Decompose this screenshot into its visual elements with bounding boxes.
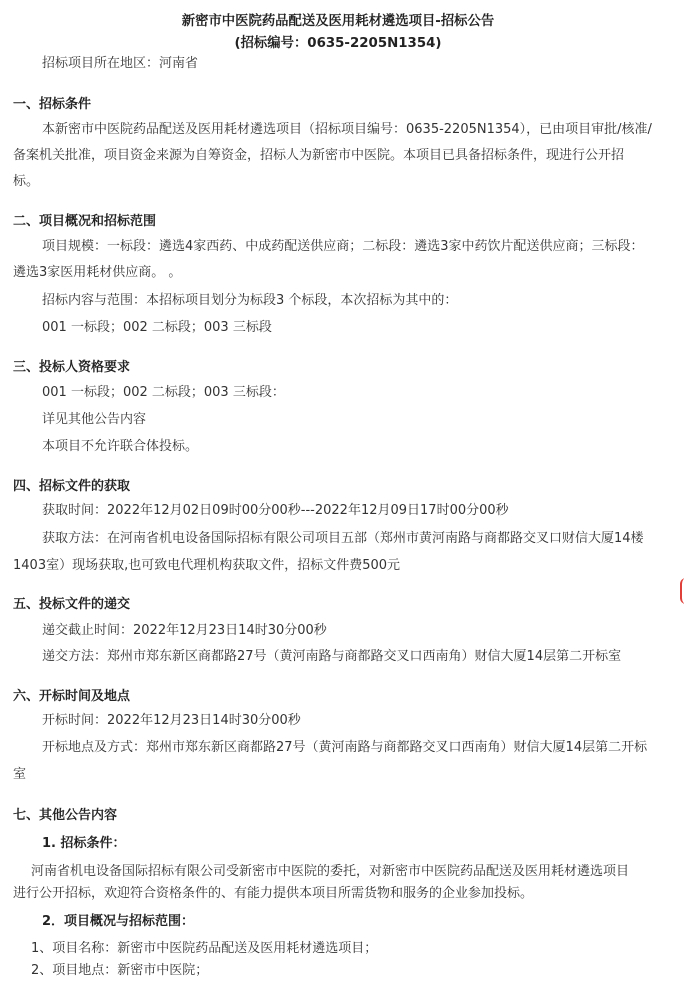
section-7-line-2: 进行公开招标，欢迎符合资格条件的、有能力提供本项目所需货物和服务的企业参加投标。 [13,886,534,901]
section-6-line-2: 开标地点及方式：郑州市郑东新区商都路27号（黄河南路与商都路交叉口西南角）财信大厦14层第二开标 [42,740,648,755]
document-title: 新密市中医院药品配送及医用耗材遴选项目-招标公告 [181,13,495,29]
section-7-line-1: 河南省机电设备国际招标有限公司受新密市中医院的委托，对新密市中医院药品配送及医用耗材遴选项目 [31,864,630,879]
section-3-line-1: 001 一标段；002 二标段；003 三标段： [42,385,285,400]
edge-marker [680,578,684,604]
section-2-line-1: 项目规模：一标段：遴选4家西药、中成药配送供应商；二标段：遴选3家中药饮片配送供应商；三标段： [42,239,644,254]
section-1-line-2: 备案机关批准，项目资金来源为自筹资金，招标人为新密市中医院。本项目已具备招标条件，现进行公开招 [13,148,625,163]
section-6-line-3: 室 [13,767,27,782]
section-6-line-1: 开标时间：2022年12月23日14时30分00秒 [42,713,301,728]
section-5-line-2: 递交方法：郑州市郑东新区商都路27号（黄河南路与商都路交叉口西南角）财信大厦14层第二开标室 [42,649,622,664]
section-2-line-2: 遴选3家医用耗材供应商。 。 [13,265,182,280]
section-4-line-1: 获取时间：2022年12月02日09时00分00秒---2022年12月09日17时00分00秒 [42,503,509,518]
section-7-item-2: 2、项目地点：新密市中医院； [31,963,209,978]
section-7-subheading-2: 2．项目概况与招标范围： [42,914,195,929]
section-5-line-1: 递交截止时间：2022年12月23日14时30分00秒 [42,623,327,638]
section-7-item-1: 1、项目名称：新密市中医院药品配送及医用耗材遴选项目； [31,941,378,956]
section-1-heading: 一、招标条件 [13,97,92,112]
section-4-heading: 四、招标文件的获取 [13,479,131,494]
section-4-line-2: 获取方法：在河南省机电设备国际招标有限公司项目五部（郑州市黄河南路与商都路交叉口财信大厦14楼 [42,531,644,546]
section-4-line-3: 1403室）现场获取,也可致电代理机构获取文件，招标文件费500元 [13,558,401,573]
section-2-line-4: 001 一标段；002 二标段；003 三标段 [42,320,272,335]
section-3-line-2: 详见其他公告内容 [42,412,147,427]
document-subtitle: (招标编号：0635-2205N1354) [234,35,442,51]
section-3-line-3: 本项目不允许联合体投标。 [42,439,199,454]
section-6-heading: 六、开标时间及地点 [13,689,131,704]
section-7-subheading-1: 1. 招标条件： [42,836,126,851]
section-1-line-1: 本新密市中医院药品配送及医用耗材遴选项目（招标项目编号：0635-2205N1354），已由项目审批/核准/ [42,122,652,137]
section-5-heading: 五、投标文件的递交 [13,597,131,612]
section-2-line-3: 招标内容与范围：本招标项目划分为标段3 个标段，本次招标为其中的： [42,293,458,308]
section-2-heading: 二、项目概况和招标范围 [13,214,157,229]
section-3-heading: 三、投标人资格要求 [13,360,131,375]
section-1-line-3: 标。 [13,174,40,189]
section-7-heading: 七、其他公告内容 [13,808,118,823]
project-region: 招标项目所在地区：河南省 [42,56,199,71]
